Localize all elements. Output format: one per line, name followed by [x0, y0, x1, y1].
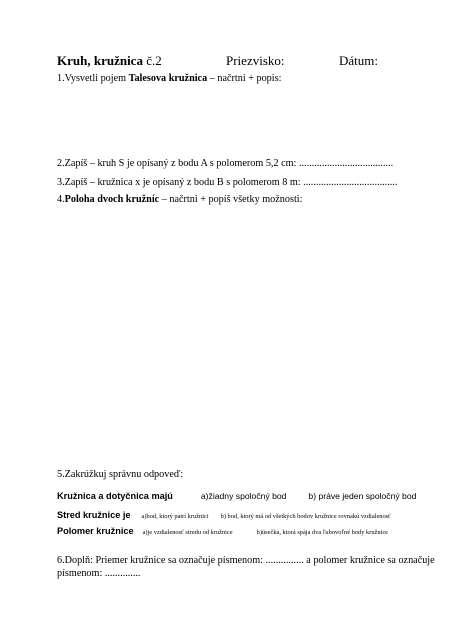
- question-4-term: Poloha dvoch kružníc: [64, 194, 160, 205]
- row-1-option-b[interactable]: b) práve jeden spoločný bod: [308, 491, 417, 501]
- question-1: [57, 73, 281, 84]
- surname-label: Priezvisko:: [226, 53, 285, 68]
- question-5-row-1: [57, 486, 416, 504]
- question-6-line-2: písmenom: ..............: [57, 568, 141, 579]
- date-label: Dátum:: [339, 53, 378, 68]
- question-1-prefix: 1.Vysvetli pojem: [57, 73, 129, 84]
- row-3-label: Polomer kružnice: [57, 526, 134, 536]
- question-1-suffix: – načrtni + popis:: [207, 73, 282, 84]
- title-text: Kruh, kružnica: [57, 53, 143, 68]
- question-5: 5.Zakrúžkuj správnu odpoveď:: [57, 469, 184, 480]
- question-3: 3.Zapíš – kružnica x je opísaný z bodu B s polomerom 8 m: .....................................: [57, 177, 398, 188]
- question-4-prefix: 4.: [57, 194, 65, 205]
- row-1-label: Kružnica a dotyčnica majú: [57, 491, 173, 501]
- question-4: [57, 194, 302, 205]
- title-number: č.2: [146, 53, 162, 68]
- question-5-row-3: [57, 521, 388, 539]
- question-6-line-1: 6.Doplň: Priemer kružnice sa označuje písmenom: ............... a polomer kružnice sa označuje: [57, 555, 435, 566]
- question-2: 2.Zapíš – kruh S je opísaný z bodu A s polomerom 5,2 cm: .....................................: [57, 158, 394, 169]
- worksheet-title: [57, 53, 162, 69]
- question-1-term: Talesova kružnica: [128, 73, 208, 84]
- row-2-option-a[interactable]: a)bod, ktorý patrí kružnici: [141, 513, 209, 520]
- row-2-label: Stred kružnice je: [57, 510, 131, 520]
- row-3-option-a[interactable]: a)je vzdialenosť stredu od kružnice: [142, 529, 233, 536]
- row-1-option-a[interactable]: a)žiadny spoločný bod: [200, 491, 287, 501]
- row-3-option-b[interactable]: b)úsečka, ktorá spája dva ľubovoľné body kružnice: [256, 529, 389, 536]
- question-4-suffix: – načrtni + popíš všetky možnosti:: [159, 194, 303, 205]
- row-2-option-b[interactable]: b) bod, ktorý má od všetkých bodov kružnice rovnakú vzdialenosť: [220, 513, 391, 520]
